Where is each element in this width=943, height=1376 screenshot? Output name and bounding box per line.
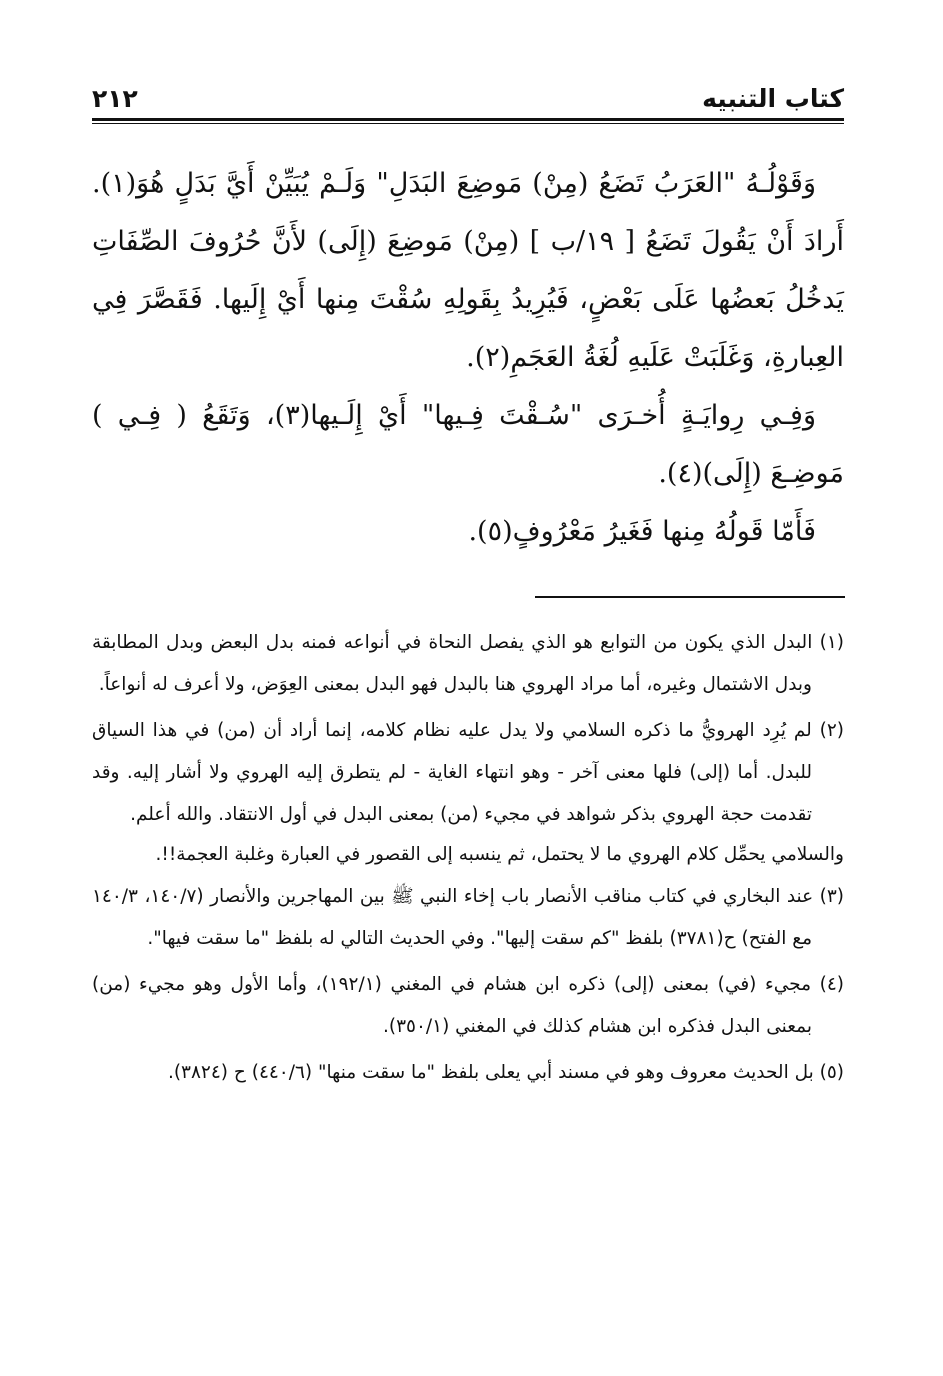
footnote-1: (١) البدل الذي يكون من التوابع هو الذي يفصل النحاة في أنواعه فمنه بدل البعض وبدل المطابقة وبدل الاشتمال وغيره، أما مراد الهروي هنا بالبدل فهو البدل بمعنى العِوَض، ولا أعرف له أنواعاً. — [92, 632, 844, 695]
footnotes — [92, 622, 844, 1098]
footnote-2-continuation: والسلامي يحمِّل كلام الهروي ما لا يحتمل، ثم ينسبه إلى القصور في العبارة وغلبة العجمة!!. — [155, 844, 844, 865]
main-paragraph: وَفِـي رِوايَـةٍ أُخـرَى "سُـقْتَ فِـيها" أَيْ إِلَـيها(٣)، وَتَقَعُ ( فِـي ) مَوضِـعَ (إِلَى)(٤). — [92, 400, 844, 489]
footnote-4: (٤) مجيء (في) بمعنى (إلى) ذكره ابن هشام في المغني (١٩٢/١)، وأما الأول وهو مجيء (من) بمعنى البدل فذكره ابن هشام كذلك في المغني (٣٥٠/١). — [92, 974, 844, 1037]
running-title: كتاب التنبيه — [702, 84, 844, 113]
header-rule — [92, 118, 844, 124]
page-header — [92, 78, 844, 124]
main-paragraph: وَقَوْلُـهُ "العَرَبُ تَضَعُ (مِنْ) مَوضِعَ البَدَلِ" وَلَـمْ يُبَيِّنْ أَيَّ بَدَلٍ هُوَ(١). أَرادَ أَنْ يَقُولَ تَضَعُ [ ١٩/ب ] (مِنْ) مَوضِعَ (إِلَى) لأَنَّ حُرُوفَ الصِّفَاتِ يَدخُلُ بَعضُها عَلَى بَعْضٍ، فَيُرِيدُ بِقَولِهِ سُقْتَ مِنها أَيْ إِلَيها. فَقَصَّرَ فِي العِبارةِ، وَغَلَبَتْ عَلَيهِ لُغَةُ العَجَمِ(٢). — [92, 168, 844, 373]
footnote-separator — [535, 596, 845, 598]
footnote-5: (٥) بل الحديث معروف وهو في مسند أبي يعلى بلفظ "ما سقت منها" (٤٤٠/٦) ح (٣٨٢٤). — [167, 1062, 844, 1083]
footnote-3: (٣) عند البخاري في كتاب مناقب الأنصار باب إخاء النبي ﷺ بين المهاجرين والأنصار (١٤٠/٧، ١٤٠/٣ مع الفتح) ح(٣٧٨١) بلفظ "كم سقت إليها". وفي الحديث التالي له بلفظ "ما سقت فيها". — [92, 886, 844, 949]
main-paragraph: فَأَمّا قَولُهُ مِنها فَغَيرُ مَعْرُوفٍ(٥). — [468, 516, 816, 547]
main-text — [92, 155, 844, 561]
page-number: ٢١٢ — [92, 84, 138, 113]
footnote-2: (٢) لم يُرِد الهرويُّ ما ذكره السلامي ولا يدل عليه نظام كلامه، إنما أراد أن (من) في هذا السياق للبدل. أما (إلى) فلها معنى آخر - وهو انتهاء الغاية - لم يتطرق إليه الهروي ولا أشار إليه. وقد تقدمت حجة الهروي بذكر شواهد في مجيء (من) بمعنى البدل في أول الانتقاد. والله أعلم. — [92, 720, 844, 825]
